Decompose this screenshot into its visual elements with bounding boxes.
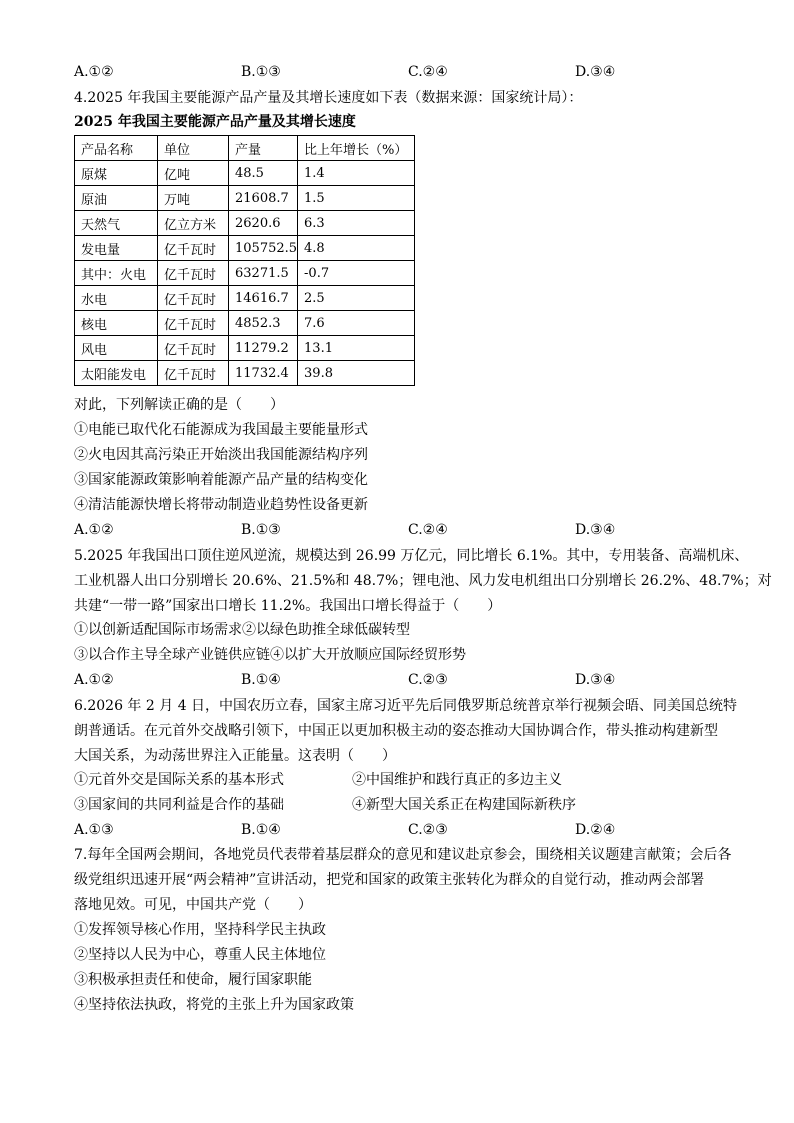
q4-option-d[interactable]: D.③④ — [575, 522, 616, 538]
q4-option-a[interactable]: A.①② — [74, 522, 114, 538]
table-cell: 天然气 — [75, 211, 158, 236]
q5-stem — [74, 544, 772, 619]
q6-stem-line: 6.2026 年 2 月 4 日，中国农历立春，国家主席习近平先后同俄罗斯总统普京举行视频会晤、同美国总统特 — [74, 698, 738, 714]
q3-option-a[interactable]: A.①② — [74, 64, 114, 80]
q4-option-c[interactable]: C.②④ — [408, 522, 448, 538]
table-row — [75, 186, 415, 211]
table-cell: 1.4 — [298, 161, 415, 186]
q4-statement-3: ③国家能源政策影响着能源产品产量的结构变化 — [74, 472, 368, 488]
table-cell: 39.8 — [298, 361, 415, 386]
table-cell: -0.7 — [298, 261, 415, 286]
table-cell: 发电量 — [75, 236, 158, 261]
q5-option-c[interactable]: C.②③ — [408, 672, 448, 688]
table-cell: 亿千瓦时 — [158, 286, 229, 311]
q3-option-c[interactable]: C.②④ — [408, 64, 448, 80]
q7-statement-4: ④坚持依法执政，将党的主张上升为国家政策 — [74, 997, 354, 1013]
q6-stem-line: 大国关系，为动荡世界注入正能量。这表明（ ） — [74, 748, 396, 764]
q4-statement-1: ①电能已取代化石能源成为我国最主要能量形式 — [74, 422, 368, 438]
q5-stem-line: 5.2025 年我国出口顶住逆风逆流，规模达到 26.99 万亿元，同比增长 6.1%。其中，专用装备、高端机床、 — [74, 548, 749, 564]
q6-option-a[interactable]: A.①③ — [74, 822, 114, 838]
table-header-cell: 产量 — [229, 136, 298, 161]
table-cell: 原煤 — [75, 161, 158, 186]
q6-statements-row-1 — [74, 770, 674, 790]
q5-stem-line: 共建“一带一路”国家出口增长 11.2%。我国出口增长得益于（ ） — [74, 598, 502, 614]
table-cell: 亿千瓦时 — [158, 336, 229, 361]
q6-option-c[interactable]: C.②③ — [408, 822, 448, 838]
q6-statement-2: ②中国维护和践行真正的多边主义 — [352, 772, 562, 788]
q4-options — [74, 520, 674, 540]
q4-table-title: 2025 年我国主要能源产品产量及其增长速度 — [74, 114, 356, 130]
q6-statements-row-2 — [74, 795, 674, 815]
q3-option-d[interactable]: D.③④ — [575, 64, 616, 80]
table-cell: 万吨 — [158, 186, 229, 211]
table-row — [75, 286, 415, 311]
table-cell: 63271.5 — [229, 261, 298, 286]
q6-stem-line: 朗普通话。在元首外交战略引领下，中国正以更加积极主动的姿态推动大国协调合作，带头推动构建新型 — [74, 723, 718, 739]
q4-stem: 4.2025 年我国主要能源产品产量及其增长速度如下表（数据来源：国家统计局）： — [74, 90, 583, 106]
q7-stem-line: 级党组织迅速开展“两会精神”宣讲活动，把党和国家的政策主张转化为群众的自觉行动，推动两会部署 — [74, 872, 705, 888]
table-cell: 太阳能发电 — [75, 361, 158, 386]
energy-production-table — [74, 135, 415, 386]
table-cell: 其中：火电 — [75, 261, 158, 286]
table-cell: 13.1 — [298, 336, 415, 361]
table-row — [75, 361, 415, 386]
table-cell: 风电 — [75, 336, 158, 361]
q5-statements-line-2: ③以合作主导全球产业链供应链④以扩大开放顺应国际经贸形势 — [74, 647, 466, 663]
q5-stem-line: 工业机器人出口分别增长 20.6%、21.5%和 48.7%；锂电池、风力发电机组出口分别增长 26.2%、48.7%；对 — [74, 573, 772, 589]
table-header-cell: 单位 — [158, 136, 229, 161]
table-cell: 亿千瓦时 — [158, 261, 229, 286]
table-cell: 48.5 — [229, 161, 298, 186]
table-cell: 亿千瓦时 — [158, 361, 229, 386]
q4-question: 对此，下列解读正确的是（ ） — [74, 397, 284, 413]
q4-statement-4: ④清洁能源快增长将带动制造业趋势性设备更新 — [74, 497, 368, 513]
q7-statement-3: ③积极承担责任和使命，履行国家职能 — [74, 972, 312, 988]
table-cell: 亿吨 — [158, 161, 229, 186]
table-cell: 4.8 — [298, 236, 415, 261]
table-header-cell: 产品名称 — [75, 136, 158, 161]
q7-statement-1: ①发挥领导核心作用，坚持科学民主执政 — [74, 922, 326, 938]
table-cell: 核电 — [75, 311, 158, 336]
table-header-cell: 比上年增长（%） — [298, 136, 415, 161]
table-cell: 6.3 — [298, 211, 415, 236]
q6-option-b[interactable]: B.①④ — [241, 822, 281, 838]
q5-option-a[interactable]: A.①② — [74, 672, 114, 688]
q3-option-b[interactable]: B.①③ — [241, 64, 281, 80]
q6-statement-4: ④新型大国关系正在构建国际新秩序 — [352, 797, 576, 813]
q6-options — [74, 820, 674, 840]
table-cell: 2620.6 — [229, 211, 298, 236]
q6-statement-1: ①元首外交是国际关系的基本形式 — [74, 772, 284, 788]
table-cell: 7.6 — [298, 311, 415, 336]
q6-stem — [74, 694, 738, 769]
table-cell: 21608.7 — [229, 186, 298, 211]
table-cell: 1.5 — [298, 186, 415, 211]
table-cell: 2.5 — [298, 286, 415, 311]
table-row — [75, 161, 415, 186]
q7-stem — [74, 843, 732, 918]
q4-statement-2: ②火电因其高污染正开始淡出我国能源结构序列 — [74, 447, 368, 463]
table-header-row — [75, 136, 415, 161]
table-row — [75, 236, 415, 261]
q3-options — [74, 62, 674, 82]
q7-statement-2: ②坚持以人民为中心，尊重人民主体地位 — [74, 947, 326, 963]
q5-options — [74, 670, 674, 690]
table-cell: 亿立方米 — [158, 211, 229, 236]
table-cell: 原油 — [75, 186, 158, 211]
table-row — [75, 336, 415, 361]
q6-option-d[interactable]: D.②④ — [575, 822, 616, 838]
table-cell: 105752.5 — [229, 236, 298, 261]
table-row — [75, 311, 415, 336]
q4-option-b[interactable]: B.①③ — [241, 522, 281, 538]
table-cell: 4852.3 — [229, 311, 298, 336]
q5-option-d[interactable]: D.③④ — [575, 672, 616, 688]
table-cell: 亿千瓦时 — [158, 311, 229, 336]
q7-stem-line: 落地见效。可见，中国共产党（ ） — [74, 897, 312, 913]
table-cell: 11279.2 — [229, 336, 298, 361]
q6-statement-3: ③国家间的共同利益是合作的基础 — [74, 797, 284, 813]
q5-option-b[interactable]: B.①④ — [241, 672, 281, 688]
table-cell: 亿千瓦时 — [158, 236, 229, 261]
table-cell: 11732.4 — [229, 361, 298, 386]
table-row — [75, 211, 415, 236]
q5-statements-line-1: ①以创新适配国际市场需求②以绿色助推全球低碳转型 — [74, 622, 410, 638]
table-row — [75, 261, 415, 286]
table-cell: 水电 — [75, 286, 158, 311]
q7-stem-line: 7.每年全国两会期间，各地党员代表带着基层群众的意见和建议赴京参会，围绕相关议题建言献策；会后各 — [74, 847, 732, 863]
table-cell: 14616.7 — [229, 286, 298, 311]
